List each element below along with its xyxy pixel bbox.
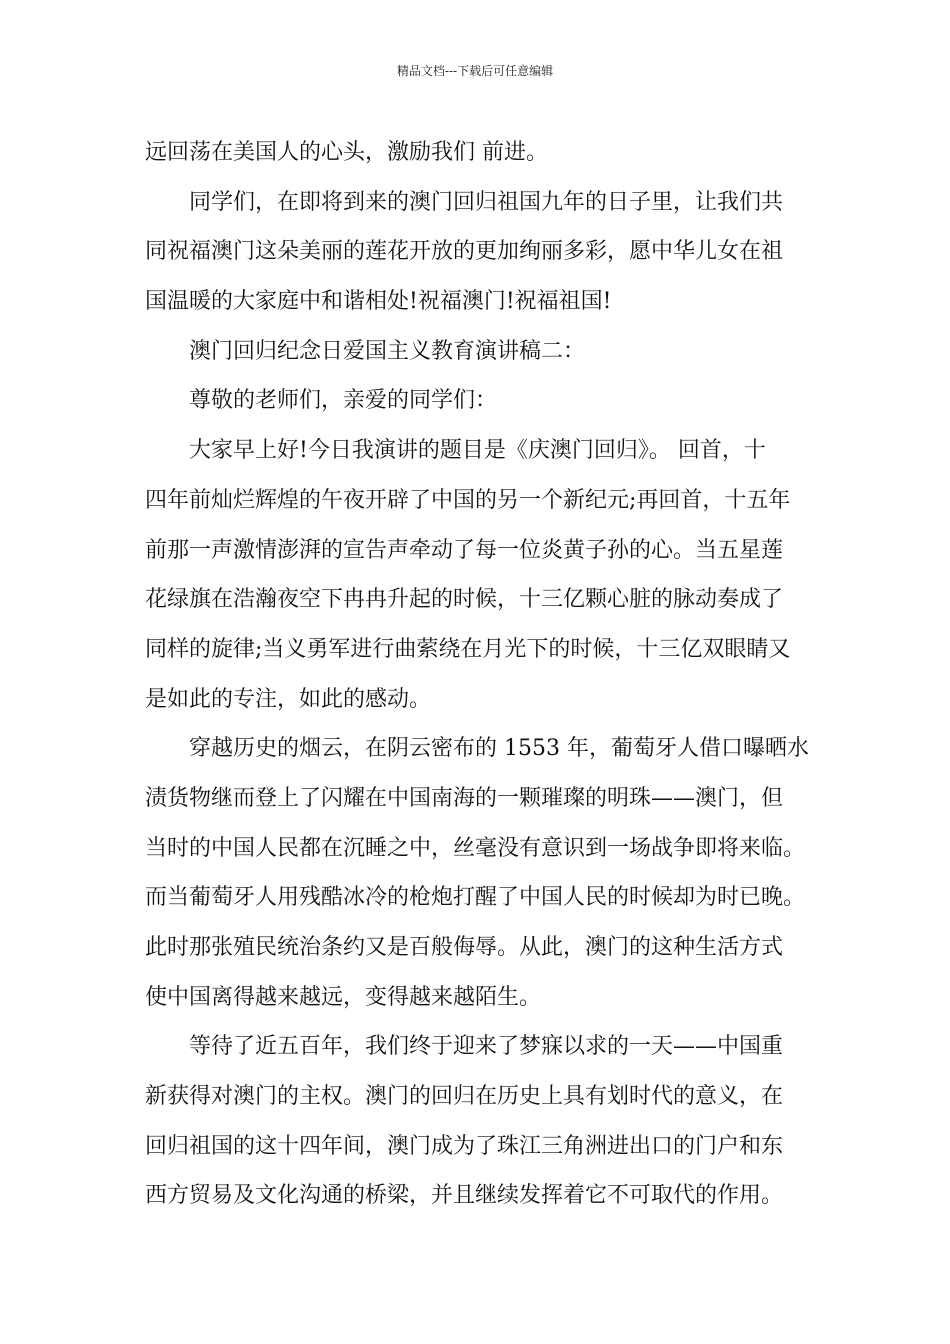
text-line: 使中国离得越来越远，变得越来越陌生。 bbox=[145, 984, 542, 1010]
text-line: 花绿旗在浩瀚夜空下冉冉升起的时候，十三亿颗心脏的脉动奏成了 bbox=[145, 587, 784, 613]
text-line: 尊敬的老师们，亲爱的同学们： bbox=[189, 388, 498, 414]
text-line: 远回荡在美国人的心头，激励我们 前进。 bbox=[145, 140, 548, 165]
text-line: 是如此的专注，如此的感动。 bbox=[145, 686, 432, 712]
text-line: 而当葡萄牙人用残酷冰冷的枪炮打醒了中国人民的时候却为时已晚。 bbox=[145, 885, 806, 911]
paragraph-7 bbox=[145, 1022, 815, 1221]
text-line: 等待了近五百年，我们终于迎来了梦寐以求的一天——中国重 bbox=[189, 1034, 784, 1060]
text-line: 新获得对澳门的主权。澳门的回归在历史上具有划时代的意义，在 bbox=[145, 1084, 784, 1110]
text-line: 大家早上好!今日我演讲的题目是《庆澳门回归》。 回首，十 bbox=[189, 438, 766, 464]
text-line: 此时那张殖民统治条约又是百般侮辱。从此，澳门的这种生活方式 bbox=[145, 935, 784, 960]
text-line: 当时的中国人民都在沉睡之中，丝毫没有意识到一场战争即将来临。 bbox=[145, 835, 806, 861]
paragraph-4 bbox=[145, 376, 815, 426]
page-header: 精品文档---下载后可任意编辑 bbox=[396, 64, 554, 78]
text-line: 回归祖国的这十四年间，澳门成为了珠江三角洲进出口的门户和东 bbox=[145, 1133, 784, 1159]
text-line: 渍货物继而登上了闪耀在中国南海的一颗璀璨的明珠——澳门，但 bbox=[145, 785, 784, 811]
text-line: 四年前灿烂辉煌的午夜开辟了中国的另一个新纪元;再回首，十五年 bbox=[145, 487, 791, 513]
text-line: 国温暖的大家庭中和谐相处!祝福澳门!祝福祖国! bbox=[145, 289, 612, 315]
text-line: 前那一声激情澎湃的宣告声牵动了每一位炎黄子孙的心。当五星莲 bbox=[145, 537, 784, 563]
paragraph-2 bbox=[145, 178, 815, 327]
paragraph-5 bbox=[145, 426, 815, 724]
text-line: 穿越历史的烟云，在阴云密布的 1553 年，葡萄牙人借口曝晒水 bbox=[189, 736, 809, 762]
paragraph-6 bbox=[145, 724, 815, 1022]
text-line: 同样的旋律;当义勇军进行曲萦绕在月光下的时候，十三亿双眼睛又 bbox=[145, 636, 791, 662]
document-body bbox=[145, 128, 815, 1221]
paragraph-1 bbox=[145, 128, 815, 178]
text-line: 西方贸易及文化沟通的桥梁，并且继续发挥着它不可取代的作用。 bbox=[145, 1183, 784, 1209]
text-line: 澳门回归纪念日爱国主义教育演讲稿二： bbox=[189, 338, 586, 364]
paragraph-3 bbox=[145, 327, 815, 377]
text-line: 同学们，在即将到来的澳门回归祖国九年的日子里，让我们共 bbox=[189, 189, 784, 215]
text-line: 同祝福澳门这朵美丽的莲花开放的更加绚丽多彩，愿中华儿女在祖 bbox=[145, 239, 784, 265]
